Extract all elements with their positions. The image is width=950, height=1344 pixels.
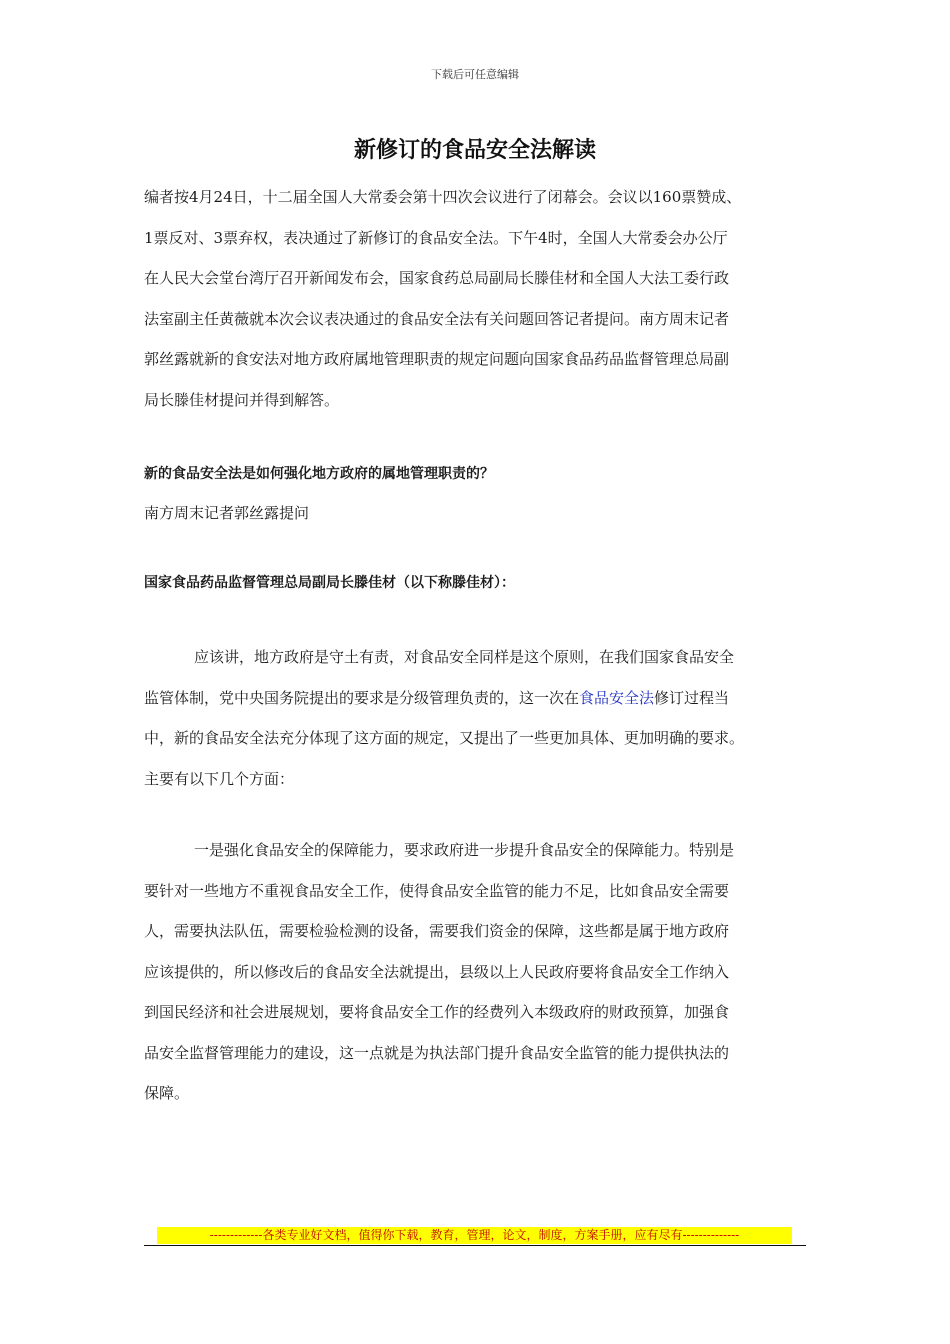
question-asker: 南方周末记者郭丝露提问 bbox=[144, 504, 310, 522]
footer-banner: -------------各类专业好文档，值得你下载，教育，管理，论文，制度，方案手册，应有尽有-------------- bbox=[157, 1227, 792, 1244]
answer-line bbox=[144, 678, 814, 719]
answer-line: 到国民经济和社会进展规划，要将食品安全工作的经费列入本级政府的财政预算，加强食 bbox=[144, 1003, 730, 1021]
answer-text: 修订过程当 bbox=[654, 688, 730, 707]
answer-line: 人，需要执法队伍，需要检验检测的设备，需要我们资金的保障，这些都是属于地方政府 bbox=[144, 922, 730, 940]
intro-paragraph bbox=[144, 177, 814, 420]
answer-line: 一是强化食品安全的保障能力，要求政府进一步提升食品安全的保障能力。特别是 bbox=[194, 841, 735, 859]
food-safety-law-link[interactable]: 食品安全法 bbox=[579, 688, 655, 707]
answerer-heading: 国家食品药品监督管理总局副局长滕佳材（以下称滕佳材）： bbox=[144, 575, 515, 591]
intro-line: 在人民大会堂台湾厅召开新闻发布会，国家食药总局副局长滕佳材和全国人大法工委行政 bbox=[144, 269, 730, 287]
answer-text: 监管体制，党中央国务院提出的要求是分级管理负责的，这一次在 bbox=[144, 688, 580, 707]
page-title: 新修订的食品安全法解读 bbox=[353, 138, 596, 163]
answer-line: 应该提供的，所以修改后的食品安全法就提出，县级以上人民政府要将食品安全工作纳入 bbox=[144, 962, 730, 981]
footer-divider bbox=[144, 1245, 806, 1246]
page-header-note: 下载后可任意编辑 bbox=[431, 68, 519, 81]
intro-line: 郭丝露就新的食安法对地方政府属地管理职责的规定问题向国家食品药品监督管理总局副 bbox=[144, 350, 730, 368]
intro-line: 编者按4月24日，十二届全国人大常委会第十四次会议进行了闭幕会。会议以160票赞成、 bbox=[144, 188, 742, 206]
intro-line: 法室副主任黄薇就本次会议表决通过的食品安全法有关问题回答记者提问。南方周末记者 bbox=[144, 309, 730, 328]
answer-line: 保障。 bbox=[144, 1084, 190, 1102]
answer-line: 中，新的食品安全法充分体现了这方面的规定，又提出了一些更加具体、更加明确的要求。 bbox=[144, 729, 745, 747]
intro-line: 局长滕佳材提问并得到解答。 bbox=[144, 390, 340, 409]
question-heading: 新的食品安全法是如何强化地方政府的属地管理职责的？ bbox=[144, 466, 494, 482]
answer-line: 主要有以下几个方面： bbox=[144, 769, 295, 788]
answer-paragraph-2 bbox=[144, 830, 814, 1114]
answer-paragraph-1 bbox=[144, 637, 814, 799]
answer-line: 应该讲，地方政府是守土有责，对食品安全同样是这个原则，在我们国家食品安全 bbox=[194, 648, 735, 666]
intro-line: 1票反对、3票弃权，表决通过了新修订的食品安全法。下午4时，全国人大常委会办公厅 bbox=[144, 228, 728, 247]
answer-line: 品安全监督管理能力的建设，这一点就是为执法部门提升食品安全监管的能力提供执法的 bbox=[144, 1043, 730, 1062]
answer-line: 要针对一些地方不重视食品安全工作，使得食品安全监管的能力不足，比如食品安全需要 bbox=[144, 881, 730, 900]
